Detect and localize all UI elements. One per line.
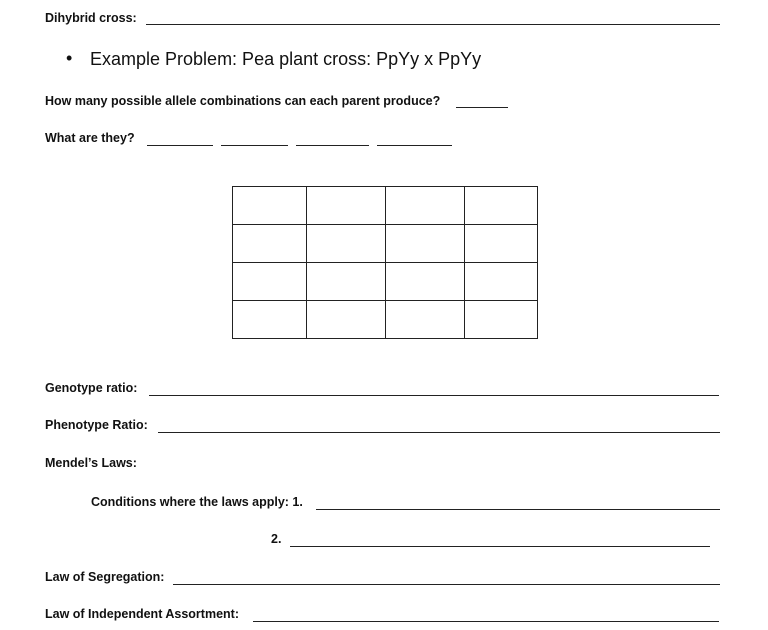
punnett-cell[interactable] (307, 263, 386, 301)
allele-blank-4[interactable] (377, 145, 452, 146)
independent-assortment-label: Law of Independent Assortment: (45, 607, 239, 621)
combinations-blank[interactable] (456, 107, 508, 108)
allele-blank-2[interactable] (221, 145, 288, 146)
condition-2-blank[interactable] (290, 546, 710, 547)
punnett-cell[interactable] (233, 301, 307, 339)
segregation-label: Law of Segregation: (45, 570, 165, 584)
condition-1-blank[interactable] (316, 509, 720, 510)
punnett-row (233, 187, 538, 225)
punnett-cell[interactable] (307, 301, 386, 339)
condition-2-label: 2. (271, 532, 282, 546)
dihybrid-blank[interactable] (146, 24, 720, 25)
punnett-cell[interactable] (465, 187, 538, 225)
punnett-row (233, 225, 538, 263)
punnett-cell[interactable] (386, 263, 465, 301)
segregation-blank[interactable] (173, 584, 720, 585)
mendel-laws-heading: Mendel’s Laws: (45, 456, 137, 470)
genotype-label: Genotype ratio: (45, 381, 138, 395)
example-problem: Example Problem: Pea plant cross: PpYy x PpYy (90, 49, 482, 69)
punnett-cell[interactable] (465, 225, 538, 263)
genotype-blank[interactable] (149, 395, 719, 396)
punnett-cell[interactable] (233, 225, 307, 263)
conditions-label: Conditions where the laws apply: 1. (91, 495, 303, 509)
punnett-cell[interactable] (386, 301, 465, 339)
punnett-square (232, 186, 538, 339)
punnett-cell[interactable] (233, 187, 307, 225)
phenotype-label: Phenotype Ratio: (45, 418, 148, 432)
phenotype-blank[interactable] (158, 432, 720, 433)
allele-blank-1[interactable] (147, 145, 213, 146)
dihybrid-label: Dihybrid cross: (45, 11, 137, 25)
punnett-row (233, 301, 538, 339)
punnett-cell[interactable] (386, 225, 465, 263)
punnett-cell[interactable] (465, 301, 538, 339)
punnett-cell[interactable] (307, 225, 386, 263)
punnett-cell[interactable] (233, 263, 307, 301)
bullet-icon: • (66, 48, 73, 68)
punnett-cell[interactable] (307, 187, 386, 225)
allele-blank-3[interactable] (296, 145, 369, 146)
punnett-cell[interactable] (465, 263, 538, 301)
independent-assortment-blank[interactable] (253, 621, 719, 622)
punnett-row (233, 263, 538, 301)
question-combinations: How many possible allele combinations can each parent produce? (45, 94, 441, 108)
punnett-cell[interactable] (386, 187, 465, 225)
question-what: What are they? (45, 131, 135, 145)
